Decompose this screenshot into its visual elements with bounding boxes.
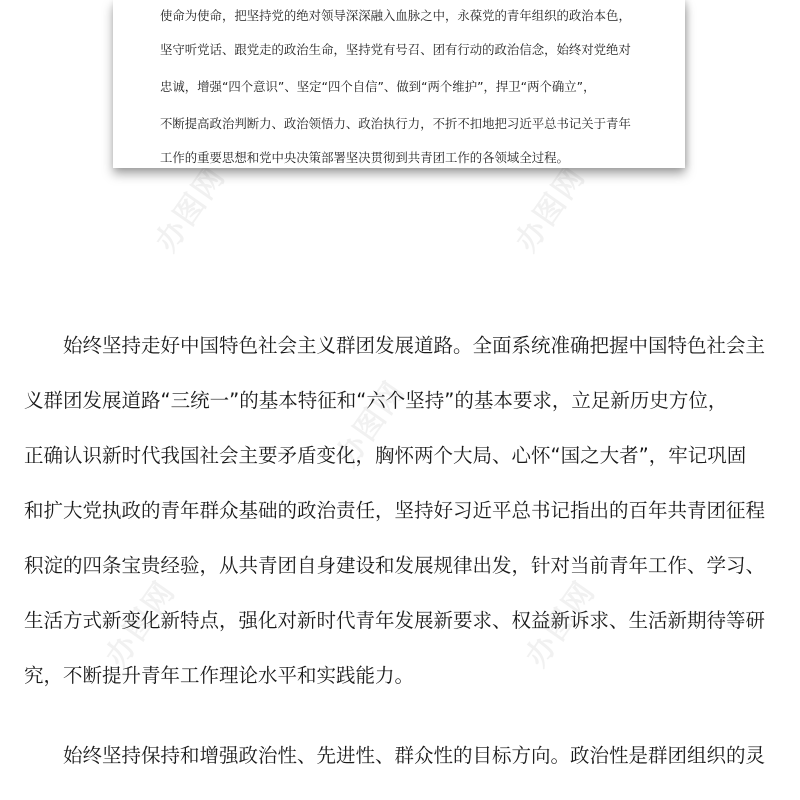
paragraph-line: 和扩大党执政的青年群众基础的政治责任，坚持好习近平总书记指出的百年共青团征程 [24,499,766,522]
paragraph-line: 积淀的四条宝贵经验，从共青团自身建设和发展规律出发，针对当前青年工作、学习、 [24,554,766,577]
paragraph-line: 始终坚持保持和增强政治性、先进性、群众性的目标方向。政治性是群团组织的灵 [63,744,766,767]
paragraph-line: 究，不断提升青年工作理论水平和实践能力。 [24,664,415,687]
card-text-line: 工作的重要思想和党中央决策部署坚决贯彻到共青团工作的各领域全过程。 [160,150,569,165]
card-text-line: 不断提高政治判断力、政治领悟力、政治执行力，不折不扣地把习近平总书记关于青年 [160,116,631,131]
document-card [113,0,685,168]
watermark: 办图网 [509,159,593,259]
card-text-line: 坚守听党话、跟党走的政治生命，坚持党有号召、团有行动的政治信念，始终对党绝对 [160,42,631,57]
paragraph-line: 生活方式新变化新特点，强化对新时代青年发展新要求、权益新诉求、生活新期待等研 [24,609,766,632]
watermark: 办图网 [329,374,413,474]
watermark: 办图网 [519,574,603,674]
paragraph-line: 始终坚持走好中国特色社会主义群团发展道路。全面系统准确把握中国特色社会主 [63,334,766,357]
watermark: 办图网 [99,574,183,674]
watermark: 办图网 [149,159,233,259]
card-text-line: 忠诚，增强“四个意识”、坚定“四个自信”、做到“两个维护”，捍卫“两个确立”， [160,79,596,94]
card-text-line: 使命为使命，把坚持党的绝对领导深深融入血脉之中，永葆党的青年组织的政治本色， [160,8,631,23]
paragraph-line: 正确认识新时代我国社会主要矛盾变化，胸怀两个大局、心怀“国之大者”，牢记巩固 [24,444,747,467]
paragraph-line: 义群团发展道路“三统一”的基本特征和“六个坚持”的基本要求，立足新历史方位， [24,389,728,412]
